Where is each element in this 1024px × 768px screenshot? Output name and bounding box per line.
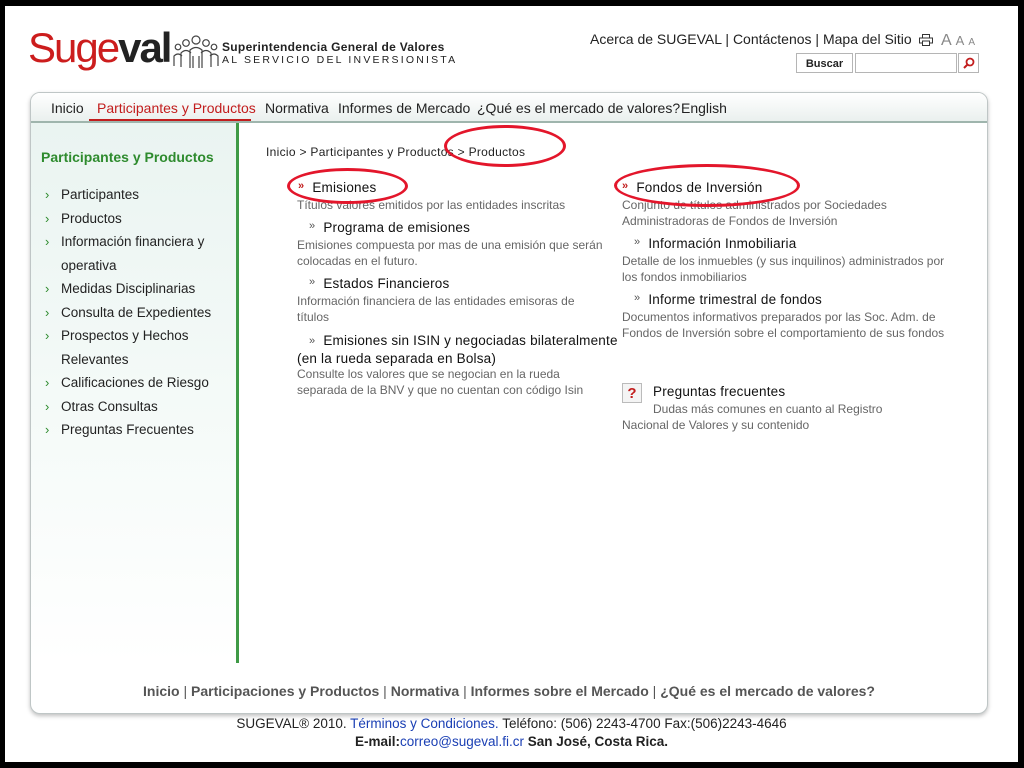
item-title-text: Estados Financieros	[323, 276, 450, 291]
sidebar-item-informacion-financiera[interactable]	[45, 230, 230, 277]
nav-inicio[interactable]: Inicio	[51, 100, 84, 116]
logo-text-part1: Suge	[28, 24, 119, 71]
active-tab-underline	[89, 119, 251, 121]
font-large-button[interactable]: A	[941, 32, 952, 49]
item-title-text: Emisiones	[312, 180, 377, 195]
nav-english[interactable]: English	[681, 100, 727, 116]
annotation-circle-productos	[444, 125, 566, 167]
footer-link-que-es-mercado[interactable]: ¿Qué es el mercado de valores?	[660, 683, 875, 699]
link-informe-trimestral[interactable]	[634, 292, 822, 307]
desc-fondos-inversion: Conjunto de títulos administrados por Sociedades Administradoras de Fondos de Inversión	[622, 198, 887, 228]
chevron-right-icon: ›	[45, 328, 50, 343]
tagline-line1: Superintendencia General de Valores	[222, 40, 445, 54]
font-medium-button[interactable]: A	[955, 33, 965, 48]
nav-participantes-productos[interactable]: Participantes y Productos	[97, 100, 256, 116]
font-small-button[interactable]: A	[968, 37, 976, 48]
faq-desc-line1: Dudas más comunes en cuanto al Registro	[653, 402, 883, 416]
footer-line2	[5, 733, 1018, 751]
sidebar-item-medidas-disciplinarias[interactable]	[45, 277, 230, 301]
sugeval-logo[interactable]	[28, 24, 170, 72]
breadcrumb-inicio[interactable]: Inicio	[266, 145, 296, 159]
search-input[interactable]	[855, 53, 957, 73]
annotation-circle-emisiones	[287, 168, 408, 204]
sidebar-item-label: Información financiera y operativa	[61, 234, 205, 273]
item-title-text: Información Inmobiliaria	[648, 236, 797, 251]
double-chevron-icon: »	[309, 276, 316, 288]
tagline	[222, 41, 457, 66]
sitemap-link[interactable]: Mapa del Sitio	[822, 31, 912, 47]
footer-nav	[31, 683, 987, 699]
search-icon	[963, 57, 975, 69]
annotation-circle-fondos	[614, 164, 800, 207]
footer-link-informes[interactable]: Informes sobre el Mercado	[470, 683, 649, 699]
sidebar-item-label: Consulta de Expedientes	[61, 304, 212, 320]
location-text: San José, Costa Rica.	[527, 734, 669, 749]
link-programa-emisiones[interactable]	[309, 220, 470, 235]
desc-emisiones-sin-isin: Consulte los valores que se negocian en la rueda separada de la BNV y que no cuentan con código Isin	[297, 367, 584, 397]
item-title-text: Programa de emisiones	[323, 220, 471, 235]
sidebar	[31, 123, 239, 663]
faq-desc-line2: Nacional de Valores y su contenido	[622, 418, 810, 432]
top-links	[590, 31, 933, 47]
content-panel	[30, 92, 988, 714]
sidebar-item-calificaciones[interactable]	[45, 371, 230, 395]
sidebar-title: Participantes y Productos	[41, 149, 214, 165]
nav-que-es-mercado[interactable]: ¿Qué es el mercado de valores?	[477, 100, 681, 116]
breadcrumb-productos: Productos	[468, 145, 526, 159]
email-label: E-mail:	[354, 734, 400, 749]
footer-link-normativa[interactable]: Normativa	[390, 683, 460, 699]
double-chevron-icon: »	[309, 220, 316, 232]
sidebar-item-productos[interactable]	[45, 207, 230, 231]
desc-emisiones: Títulos valores emitidos por las entidades inscritas	[297, 198, 566, 212]
sidebar-item-preguntas-frecuentes[interactable]	[45, 418, 230, 442]
email-link[interactable]: correo@sugeval.fi.cr	[399, 734, 524, 749]
contact-link[interactable]: Contáctenos	[732, 31, 812, 47]
double-chevron-icon: »	[298, 180, 305, 192]
sidebar-item-label: Productos	[61, 210, 122, 226]
chevron-right-icon: ›	[45, 398, 50, 414]
question-mark-icon[interactable]: ?	[622, 383, 642, 403]
desc-preguntas-frecuentes	[622, 401, 962, 433]
sidebar-menu	[45, 183, 230, 442]
footer-link-inicio[interactable]: Inicio	[143, 683, 180, 699]
footer-link-participaciones[interactable]: Participaciones y Productos	[191, 683, 380, 699]
link-informacion-inmobiliaria[interactable]	[634, 236, 796, 251]
chevron-right-icon: ›	[45, 281, 50, 296]
sidebar-item-label: Preguntas Frecuentes	[61, 422, 194, 437]
nav-normativa[interactable]: Normativa	[265, 100, 329, 116]
breadcrumb-participantes[interactable]: Participantes y Productos	[310, 145, 454, 159]
sidebar-item-label: Prospectos y Hechos Relevantes	[61, 328, 189, 367]
nav-informes-mercado[interactable]: Informes de Mercado	[338, 100, 471, 116]
sidebar-item-consulta-expedientes[interactable]	[45, 301, 230, 325]
link-emisiones-sin-isin[interactable]	[297, 332, 622, 368]
chevron-right-icon: ›	[45, 187, 50, 202]
logo-text-part2: val	[118, 24, 171, 71]
footer-line1	[5, 715, 1018, 733]
separator: |	[648, 683, 661, 699]
main-nav	[31, 93, 987, 123]
separator: |	[721, 31, 733, 47]
double-chevron-icon: »	[309, 335, 316, 347]
sidebar-item-label: Otras Consultas	[61, 398, 158, 414]
site-header	[5, 6, 1018, 91]
printer-icon[interactable]	[919, 34, 933, 46]
separator: |	[459, 683, 471, 699]
item-title-text: Emisiones sin ISIN y negociadas bilateralmente (en la rueda separada en Bolsa)	[297, 333, 618, 366]
sidebar-item-label: Medidas Disciplinarias	[61, 281, 196, 296]
chevron-right-icon: ›	[45, 304, 50, 320]
separator: |	[379, 683, 391, 699]
chevron-right-icon: ›	[45, 210, 50, 226]
double-chevron-icon: »	[634, 292, 641, 304]
chevron-right-icon: ›	[45, 375, 50, 390]
phone-text: Teléfono: (506) 2243-4700 Fax:(506)2243-4646	[502, 716, 787, 731]
chevron-right-icon: ›	[45, 234, 50, 249]
item-title-text: Fondos de Inversión	[636, 180, 763, 195]
desc-programa-emisiones: Emisiones compuesta por mas de una emisión que serán colocadas en el futuro.	[297, 238, 603, 268]
search-button[interactable]	[958, 53, 979, 73]
desc-estados-financieros: Información financiera de las entidades emisoras de títulos	[297, 294, 575, 324]
sidebar-item-prospectos[interactable]	[45, 324, 230, 371]
breadcrumb: Inicio > Participantes y Productos > Productos	[266, 145, 526, 159]
double-chevron-icon: »	[622, 180, 629, 192]
desc-informacion-inmobiliaria: Detalle de los inmuebles (y sus inquilinos) administrados por los fondos inmobiliarios	[622, 254, 945, 284]
sidebar-item-label: Calificaciones de Riesgo	[61, 375, 209, 390]
link-estados-financieros[interactable]	[309, 276, 449, 291]
desc-informe-trimestral: Documentos informativos preparados por las Soc. Adm. de Fondos de Inversión sobre el comportamiento de sus fondos	[622, 310, 945, 340]
about-link[interactable]: Acerca de SUGEVAL	[590, 31, 722, 47]
double-chevron-icon: »	[634, 236, 641, 248]
separator: |	[811, 31, 823, 47]
separator: |	[179, 683, 191, 699]
page-footer	[5, 715, 1018, 751]
sidebar-item-label: Participantes	[61, 187, 140, 202]
copyright-text: SUGEVAL® 2010.	[236, 716, 347, 731]
tagline-line2: AL SERVICIO DEL INVERSIONISTA	[222, 54, 458, 66]
item-title-text: Informe trimestral de fondos	[648, 292, 822, 307]
sidebar-item-participantes[interactable]	[45, 183, 230, 207]
terms-link[interactable]: Términos y Condiciones.	[350, 716, 499, 731]
search-button-label[interactable]: Buscar	[796, 53, 853, 73]
link-preguntas-frecuentes[interactable]: Preguntas frecuentes	[653, 384, 786, 399]
sidebar-item-otras-consultas[interactable]	[45, 395, 230, 419]
chevron-right-icon: ›	[45, 422, 50, 437]
browser-page	[5, 6, 1018, 762]
font-size-controls	[941, 32, 979, 50]
people-emblem-icon	[173, 34, 219, 70]
